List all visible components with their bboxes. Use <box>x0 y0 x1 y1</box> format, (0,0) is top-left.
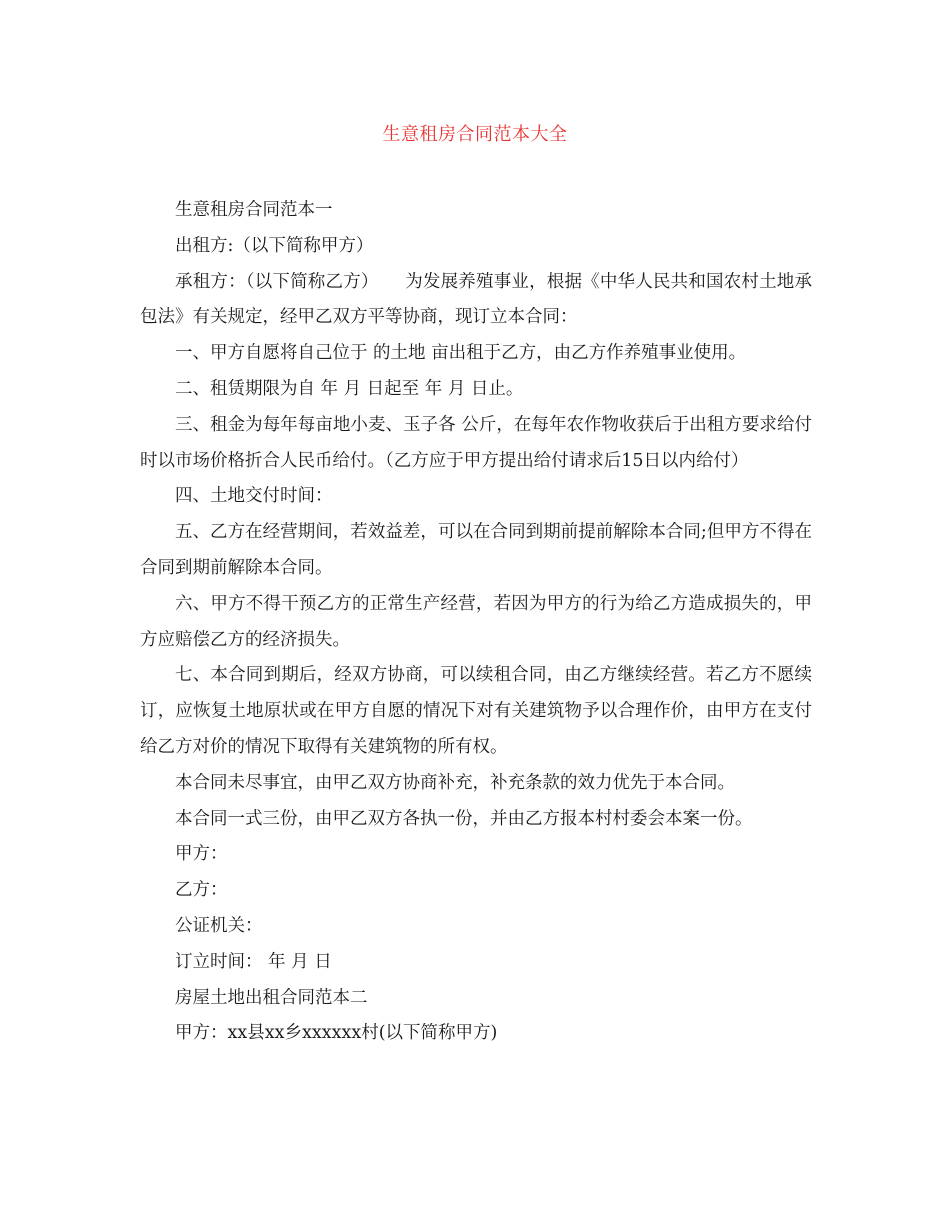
document-title: 生意租房合同范本大全 <box>382 124 568 145</box>
signature-party-b: 乙方： <box>175 880 228 901</box>
paragraph-party-a-2: 甲方：xx县xx乡xxxxxx村(以下简称甲方) <box>175 1023 498 1044</box>
paragraph-clause-3: 三、租金为每年每亩地小麦、玉子各 公斤，在每年农作物收获后于出租方要求给付时以市场价格折合人民币给付。（乙方应于甲方提出给付请求后15日以内给付） <box>140 414 812 471</box>
paragraph-clause-5: 五、乙方在经营期间，若效益差，可以在合同到期前提前解除本合同;但甲方不得在合同到期前解除本合同。 <box>140 522 812 578</box>
paragraph-lessee-preamble: 承租方：（以下简称乙方） 为发展养殖事业，根据《中华人民共和国农村土地承包法》有关规定，经甲乙双方平等协商，现订立本合同： <box>140 271 812 328</box>
signature-party-a: 甲方： <box>175 844 228 865</box>
signature-date: 订立时间： 年 月 日 <box>175 951 332 972</box>
paragraph-clause-2: 二、租赁期限为自 年 月 日起至 年 月 日止。 <box>175 378 524 399</box>
paragraph-clause-1: 一、甲方自愿将自己位于 的土地 亩出租于乙方，由乙方作养殖事业使用。 <box>175 343 747 364</box>
paragraph-section-heading-2: 房屋土地出租合同范本二 <box>175 987 368 1008</box>
signature-notary: 公证机关： <box>175 915 263 936</box>
paragraph-section-heading-1: 生意租房合同范本一 <box>175 200 333 220</box>
paragraph-clause-6: 六、甲方不得干预乙方的正常生产经营，若因为甲方的行为给乙方造成损失的，甲方应赔偿乙方的经济损失。 <box>140 593 812 650</box>
paragraph-clause-4: 四、土地交付时间： <box>175 486 333 507</box>
document-body <box>140 193 812 1052</box>
paragraph-copies: 本合同一式三份，由甲乙双方各执一份，并由乙方报本村村委会本案一份。 <box>175 808 753 829</box>
paragraph-clause-7: 七、本合同到期后，经双方协商，可以续租合同，由乙方继续经营。若乙方不愿续订，应恢复土地原状或在甲方自愿的情况下对有关建筑物予以合理作价，由甲方在支付给乙方对价的情况下取得有关建筑物的所有权。 <box>140 665 812 757</box>
paragraph-supplement: 本合同未尽事宜，由甲乙双方协商补充，补充条款的效力优先于本合同。 <box>175 772 735 793</box>
paragraph-lessor: 出租方:（以下简称甲方） <box>175 235 374 256</box>
